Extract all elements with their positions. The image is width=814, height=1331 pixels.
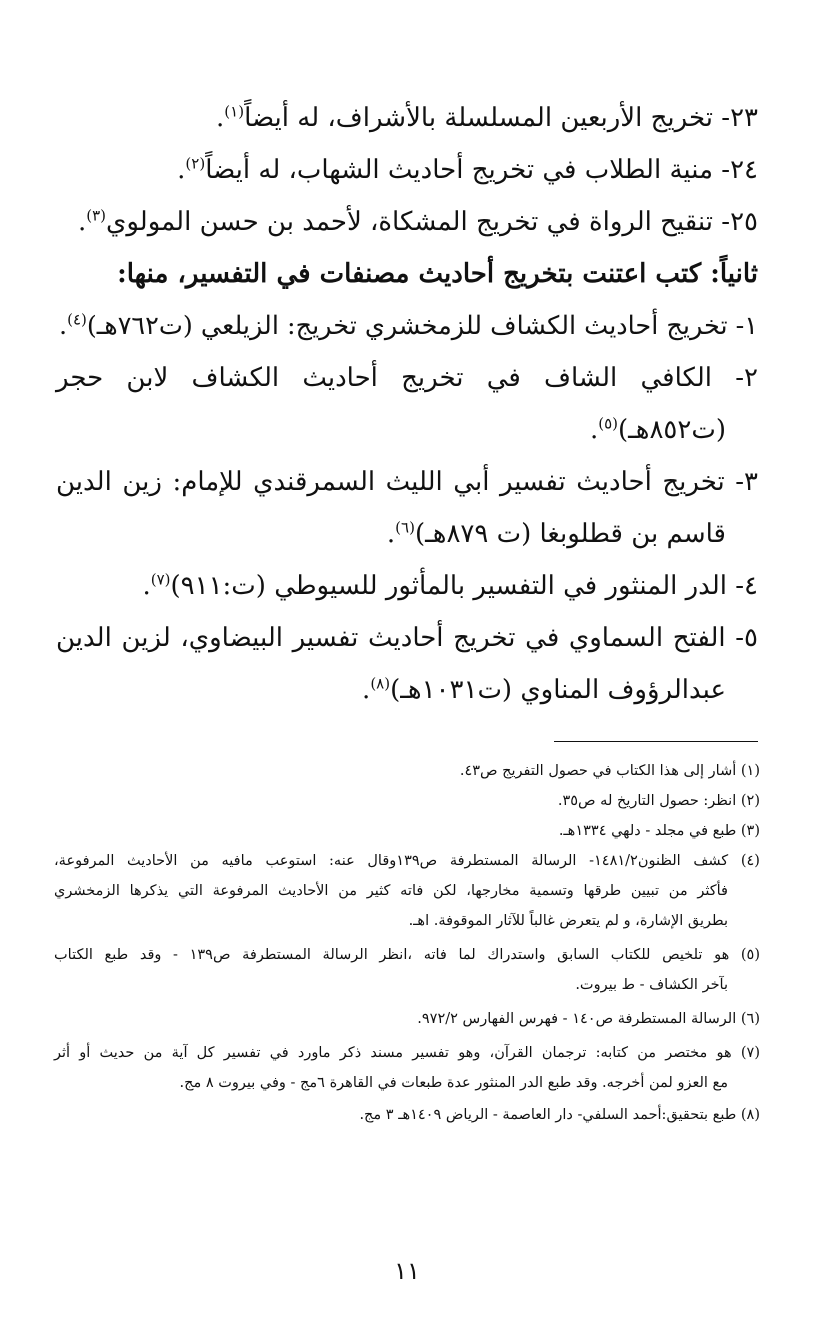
footnote-line: (٥) هو تلخيص للكتاب السابق واستدراك لما فاته ،انظر الرسالة المستطرفة ص١٣٩ - وقد طبع الكتاب (54, 947, 760, 963)
list-item-continuation: (ت٨٥٢هـ)$^{(٥)}$. (589, 414, 726, 445)
footnote-line: (٨) طبع بتحقيق:أحمد السلفي- دار العاصمة - الرياض ١٤٠٩هـ ٣ مج. (359, 1107, 760, 1123)
list-item: ٢٣- تخريج الأربعين المسلسلة بالأشراف، له أيضاً$^{(١)}$. (216, 102, 758, 133)
list-item: ٢٥- تنقيح الرواة في تخريج المشكاة، لأحمد بن حسن المولوي$^{(٣)}$. (77, 206, 758, 237)
list-item: ٤- الدر المنثور في التفسير بالمأثور للسيوطي (ت:٩١١)$^{(٧)}$. (142, 570, 758, 601)
footnote-ref: (٧) (150, 570, 171, 589)
footnote-line: (٢) انظر: حصول التاريخ له ص٣٥. (557, 793, 760, 809)
footnote-line: بآخر الكشاف - ط بيروت. (575, 977, 728, 993)
footnote-line: (٤) كشف الظنون١٤٨١/٢- الرسالة المستطرفة ص١٣٩وقال عنه: استوعب مافيه من الأحاديث المرفوعة، (54, 853, 760, 869)
footnote-ref: (٢) (185, 154, 206, 173)
list-item: ٢٤- منية الطلاب في تخريج أحاديث الشهاب، له أيضاً$^{(٢)}$. (177, 154, 758, 185)
footnote-ref: (٨) (370, 674, 391, 693)
footnote-ref: (٤) (67, 310, 87, 329)
list-item: ١- تخريج أحاديث الكشاف للزمخشري تخريج: الزيلعي (ت٧٦٢هـ)$^{(٤)}$. (58, 310, 758, 341)
footnote-line: (١) أشار إلى هذا الكتاب في حصول التفريج ص٤٣. (459, 763, 760, 779)
footnote-ref: (٦) (395, 518, 415, 537)
list-item: ٥- الفتح السماوي في تخريج أحاديث تفسير البيضاوي، لزين الدين (56, 623, 758, 653)
section-heading: ثانياً: كتب اعتنت بتخريج أحاديث مصنفات في التفسير، منها: (117, 259, 758, 289)
footnote-ref: (٣) (86, 206, 106, 225)
footnote-line: بطريق الإشارة، و لم يتعرض غالباً للآثار الموقوفة. اهـ. (408, 913, 728, 929)
page-number: ١١ (394, 1257, 420, 1285)
footnote-ref: (١) (224, 102, 245, 121)
list-item-continuation: قاسم بن قطلوبغا (ت ٨٧٩هـ)$^{(٦)}$. (386, 518, 726, 549)
footnote-line: (٣) طبع في مجلد - دلهي ١٣٣٤هـ. (558, 823, 760, 839)
footnote-line: فأكثر من تبيين طرقها وتسمية مخارجها، لكن فاته كثير من الأحاديث المرفوعة التي يذكرها الزمخشري (54, 883, 728, 899)
footnote-ref: (٥) (598, 414, 618, 433)
list-item: ٣- تخريج أحاديث تفسير أبي الليث السمرقندي للإمام: زين الدين (56, 467, 758, 497)
list-item-continuation: عبدالرؤوف المناوي (ت١٠٣١هـ)$^{(٨)}$. (362, 674, 726, 705)
footnote-line: (٦) الرسالة المستطرفة ص١٤٠ - فهرس الفهارس ٩٧٢/٢. (417, 1011, 760, 1027)
list-item: ٢- الكافي الشاف في تخريج أحاديث الكشاف لابن حجر (56, 363, 758, 393)
footnote-line: (٧) هو مختصر من كتابه: ترجمان القرآن، وهو تفسير مسند ذكر ماورد في تفسير كل آية من حديث أو أثر (54, 1045, 760, 1061)
footnote-line: مع العزو لمن أخرجه. وقد طبع الدر المنثور عدة طبعات في القاهرة ٦مج - وفي بيروت ٨ مج. (179, 1075, 728, 1091)
footnote-separator (554, 741, 758, 742)
